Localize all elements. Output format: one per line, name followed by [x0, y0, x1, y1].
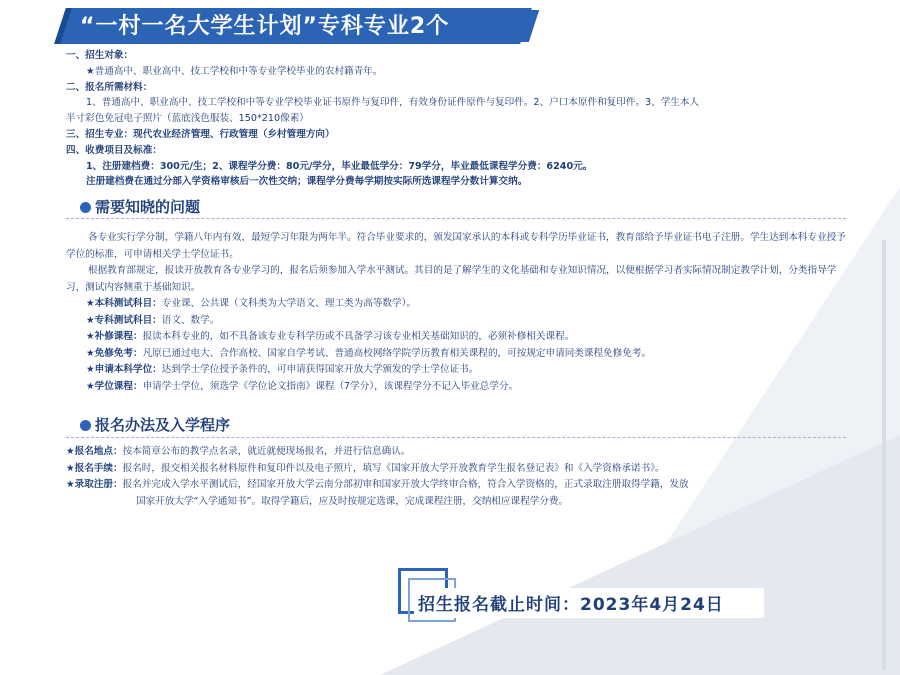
- item-key: ★补修课程：: [86, 331, 143, 342]
- section-divider: [66, 437, 846, 439]
- section-title-procedure: [80, 414, 230, 435]
- list-item: [66, 313, 846, 330]
- text-line: 1、注册建档费：300元/生；2、课程学分费：80元/学分，毕业最低学分：79学分，毕业最低课程学分费：6240元。: [86, 160, 593, 172]
- text-line: ★普通高中、职业高中、技工学校和中等专业学校毕业的农村籍青年。: [86, 65, 383, 77]
- text-line: 注册建档费在通过分部入学资格审核后一次性交纳；课程学分费每学期按实际所选课程学分数计算交纳。: [86, 176, 528, 188]
- list-item: [66, 461, 846, 478]
- item-key: ★申请本科学位：: [86, 364, 162, 375]
- enrollment-info: [66, 48, 846, 190]
- list-item: [66, 477, 846, 494]
- section-heading: 四、收费项目及标准：: [66, 144, 162, 156]
- item-key: ★录取注册：: [66, 479, 123, 490]
- section-heading: 一、招生对象：: [66, 50, 134, 61]
- background-stripe: [882, 240, 886, 670]
- section-heading: 三、招生专业：现代农业经济管理、行政管理（乡村管理方向）: [66, 128, 335, 140]
- list-item: [66, 362, 846, 379]
- section-title-text: 需要知晓的问题: [95, 198, 201, 216]
- list-item: [66, 494, 846, 511]
- item-key: ★学位课程：: [86, 380, 143, 392]
- item-value: 按本简章公布的教学点名录，就近就便现场报名，并进行信息确认。: [122, 446, 411, 457]
- item-value: 语文、数学。: [161, 314, 220, 326]
- section-heading: 二、报名所需材料：: [66, 81, 153, 93]
- page-title: “一村一名大学生计划”专科专业2个: [80, 14, 450, 39]
- item-value: 凡原已通过电大、合作高校、国家自学考试、普通高校网络学院学历教育相关课程的，可按规定申请同类课程免修免考。: [142, 347, 652, 359]
- list-item: [66, 379, 846, 396]
- item-key: ★报名地点：: [66, 446, 123, 457]
- item-value: 国家开放大学“入学通知书”。取得学籍后，应及时按规定选课，完成课程注册，交纳相应课程学分费。: [136, 495, 569, 507]
- list-item: [66, 346, 846, 363]
- text-line: 半寸彩色免冠电子照片（蓝底浅色服装、150*210像素）: [66, 113, 309, 125]
- bullet-dot-icon: [80, 420, 91, 431]
- item-value: 报名时，报交相关报名材料原件和复印件以及电子照片，填写《国家开放大学开放教育学生报名登记表》和《入学资格承诺书》。: [122, 462, 665, 474]
- paragraph: 根据教育部规定，报读开放教育各专业学习的，报名后须参加入学水平测试。其目的是了解学生的文化基础和专业知识情况，以便根据学习者实际情况制定教学计划，分类指导学习，测试内容侧重于基础知识。: [66, 265, 837, 293]
- item-key: ★本科测试科目：: [86, 298, 162, 309]
- item-value: 报名并完成入学水平测试后，经国家开放大学云南分部初审和国家开放大学终审合格，符合入学资格的，正式录取注册取得学籍，发放: [122, 479, 689, 490]
- item-key: ★免修免考：: [86, 347, 143, 359]
- section-title-text: 报名办法及入学程序: [95, 416, 231, 434]
- item-value: 专业课、公共课（文科类为大学语文、理工类为高等数学）。: [161, 298, 416, 309]
- item-value: 报读本科专业的，如不具备该专业专科学历或不具备学习该专业相关基础知识的，必须补修相关课程。: [142, 331, 575, 342]
- deadline-text: 招生报名截止时间：2023年4月24日: [418, 595, 724, 615]
- list-item: [66, 444, 846, 461]
- item-key: ★报名手续：: [66, 462, 123, 474]
- item-value: 达到学士学位授予条件的，可申请获得国家开放大学颁发的学士学位证书。: [161, 364, 479, 375]
- procedure-body: [66, 444, 846, 510]
- bullet-dot-icon: [80, 202, 91, 213]
- section-title-notes: [80, 196, 200, 217]
- item-value: 申请学士学位，须选学《学位论文指南》课程（7学分），该课程学分不记入毕业总学分。: [142, 380, 519, 392]
- item-key: ★专科测试科目：: [86, 314, 162, 326]
- text-line: 1、普通高中、职业高中、技工学校和中等专业学校毕业证书原件与复印件，有效身份证件原件与复印件。2、户口本原件和复印件。3、学生本人: [86, 97, 700, 109]
- list-item: [66, 329, 846, 346]
- paragraph: 各专业实行学分制，学籍八年内有效，最短学习年限为两年半。符合毕业要求的，颁发国家承认的本科或专科学历毕业证书，教育部给予毕业证书电子注册。学生达到本科专业授予学位的标准，可申请相关学士学位证书。: [66, 232, 846, 260]
- notes-body: [66, 230, 846, 395]
- section-divider: [66, 218, 846, 220]
- list-item: [66, 296, 846, 313]
